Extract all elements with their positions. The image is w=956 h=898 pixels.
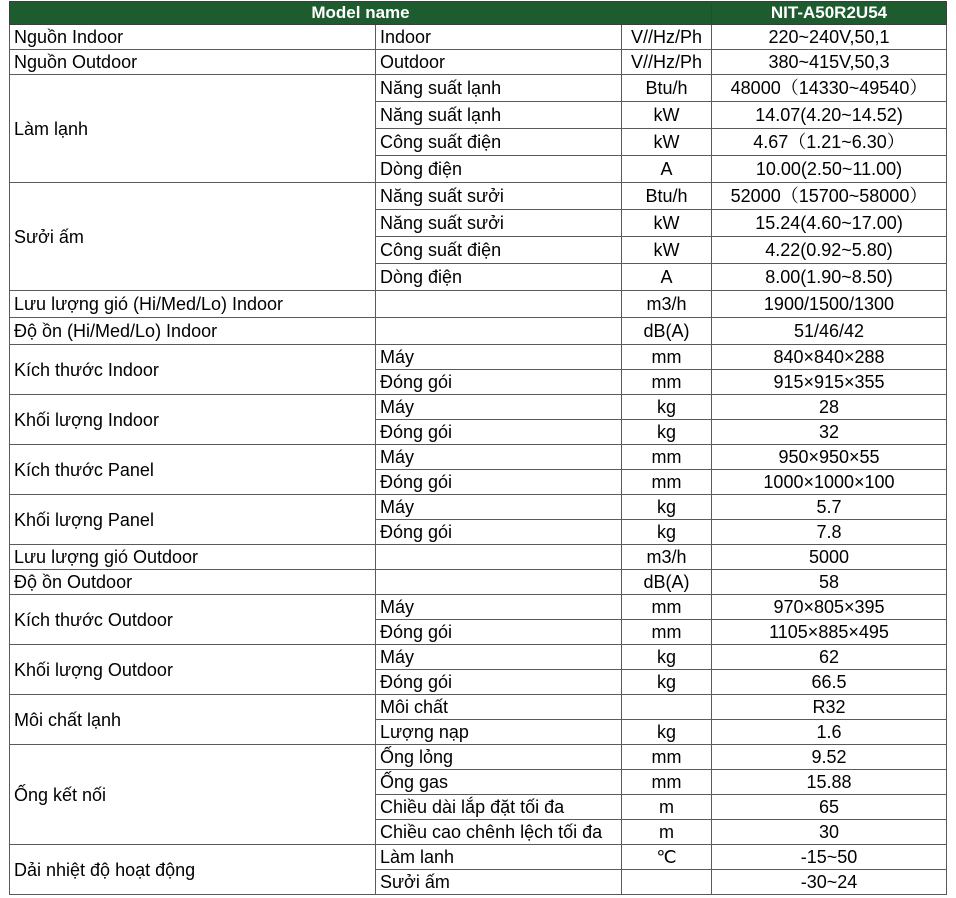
group-label: Kích thước Panel bbox=[10, 445, 376, 495]
row-label: Nguồn Outdoor bbox=[10, 50, 376, 75]
row-label: Độ ồn Outdoor bbox=[10, 570, 376, 595]
row-sub: Năng suất lạnh bbox=[376, 75, 622, 102]
row-unit: kg bbox=[622, 720, 712, 745]
row-unit bbox=[622, 695, 712, 720]
row-sub: Đóng gói bbox=[376, 520, 622, 545]
row-value: 7.8 bbox=[712, 520, 947, 545]
row-unit: mm bbox=[622, 345, 712, 370]
row-value: 1000×1000×100 bbox=[712, 470, 947, 495]
row-unit: Btu/h bbox=[622, 183, 712, 210]
group-label: Ống kết nối bbox=[10, 745, 376, 845]
row-unit: ℃ bbox=[622, 845, 712, 870]
row-label: Nguồn Indoor bbox=[10, 25, 376, 50]
row-label: Độ ồn (Hi/Med/Lo) Indoor bbox=[10, 318, 376, 345]
row-unit: mm bbox=[622, 770, 712, 795]
row-sub: Máy bbox=[376, 445, 622, 470]
row-unit: mm bbox=[622, 595, 712, 620]
row-value: 51/46/42 bbox=[712, 318, 947, 345]
row-sub: Chiều cao chênh lệch tối đa bbox=[376, 820, 622, 845]
row-value: 1105×885×495 bbox=[712, 620, 947, 645]
row-unit: kW bbox=[622, 129, 712, 156]
row-value: -15~50 bbox=[712, 845, 947, 870]
row-sub: Công suất điện bbox=[376, 237, 622, 264]
row-unit: V//Hz/Ph bbox=[622, 25, 712, 50]
row-unit: A bbox=[622, 156, 712, 183]
row-unit: kg bbox=[622, 670, 712, 695]
row-value: 220~240V,50,1 bbox=[712, 25, 947, 50]
row-unit: kg bbox=[622, 395, 712, 420]
row-value: -30~24 bbox=[712, 870, 947, 895]
row-sub: Năng suất sưởi bbox=[376, 183, 622, 210]
row-sub: Dòng điện bbox=[376, 264, 622, 291]
group-label: Làm lạnh bbox=[10, 75, 376, 183]
table-header-row bbox=[10, 2, 947, 25]
row-value: 48000（14330~49540） bbox=[712, 75, 947, 102]
table-row bbox=[10, 318, 947, 345]
table-row bbox=[10, 25, 947, 50]
row-unit: mm bbox=[622, 470, 712, 495]
row-sub: Đóng gói bbox=[376, 670, 622, 695]
row-unit: Btu/h bbox=[622, 75, 712, 102]
table-row bbox=[10, 595, 947, 620]
row-sub: Ống gas bbox=[376, 770, 622, 795]
table-row bbox=[10, 695, 947, 720]
row-value: 970×805×395 bbox=[712, 595, 947, 620]
row-unit: kg bbox=[622, 520, 712, 545]
row-sub: Ống lỏng bbox=[376, 745, 622, 770]
row-unit: V//Hz/Ph bbox=[622, 50, 712, 75]
table-row bbox=[10, 395, 947, 420]
row-value: 32 bbox=[712, 420, 947, 445]
group-label: Khối lượng Outdoor bbox=[10, 645, 376, 695]
row-value: 15.88 bbox=[712, 770, 947, 795]
row-value: 1.6 bbox=[712, 720, 947, 745]
row-unit: m bbox=[622, 795, 712, 820]
row-sub: Máy bbox=[376, 645, 622, 670]
row-value: 52000（15700~58000） bbox=[712, 183, 947, 210]
row-value: 28 bbox=[712, 395, 947, 420]
row-value: R32 bbox=[712, 695, 947, 720]
row-unit: A bbox=[622, 264, 712, 291]
row-value: 380~415V,50,3 bbox=[712, 50, 947, 75]
row-unit: kW bbox=[622, 102, 712, 129]
row-sub: Chiều dài lắp đặt tối đa bbox=[376, 795, 622, 820]
row-value: 15.24(4.60~17.00) bbox=[712, 210, 947, 237]
header-model-name: Model name bbox=[10, 2, 712, 25]
table-row bbox=[10, 50, 947, 75]
row-sub: Đóng gói bbox=[376, 470, 622, 495]
row-sub bbox=[376, 545, 622, 570]
row-value: 915×915×355 bbox=[712, 370, 947, 395]
row-label: Lưu lượng gió (Hi/Med/Lo) Indoor bbox=[10, 291, 376, 318]
table-row bbox=[10, 645, 947, 670]
row-value: 9.52 bbox=[712, 745, 947, 770]
row-sub: Đóng gói bbox=[376, 370, 622, 395]
row-unit: m3/h bbox=[622, 291, 712, 318]
row-value: 14.07(4.20~14.52) bbox=[712, 102, 947, 129]
row-unit bbox=[622, 870, 712, 895]
row-unit: kW bbox=[622, 210, 712, 237]
row-unit: m3/h bbox=[622, 545, 712, 570]
row-unit: m bbox=[622, 820, 712, 845]
row-sub: Đóng gói bbox=[376, 620, 622, 645]
header-model-code: NIT-A50R2U54 bbox=[712, 2, 947, 25]
table-row bbox=[10, 845, 947, 870]
row-value: 5000 bbox=[712, 545, 947, 570]
table-row bbox=[10, 545, 947, 570]
row-value: 58 bbox=[712, 570, 947, 595]
row-value: 840×840×288 bbox=[712, 345, 947, 370]
table-row bbox=[10, 345, 947, 370]
spec-table bbox=[9, 1, 947, 895]
row-sub: Làm lanh bbox=[376, 845, 622, 870]
row-sub: Sưởi ấm bbox=[376, 870, 622, 895]
row-value: 4.22(0.92~5.80) bbox=[712, 237, 947, 264]
row-sub: Máy bbox=[376, 395, 622, 420]
row-value: 30 bbox=[712, 820, 947, 845]
row-sub bbox=[376, 291, 622, 318]
row-sub: Máy bbox=[376, 345, 622, 370]
row-unit: mm bbox=[622, 445, 712, 470]
row-sub bbox=[376, 570, 622, 595]
row-sub: Indoor bbox=[376, 25, 622, 50]
row-unit: mm bbox=[622, 620, 712, 645]
row-value: 65 bbox=[712, 795, 947, 820]
row-sub: Dòng điện bbox=[376, 156, 622, 183]
row-unit: dB(A) bbox=[622, 318, 712, 345]
row-label: Lưu lượng gió Outdoor bbox=[10, 545, 376, 570]
group-label: Kích thước Indoor bbox=[10, 345, 376, 395]
row-value: 66.5 bbox=[712, 670, 947, 695]
table-row bbox=[10, 570, 947, 595]
row-sub: Năng suất sưởi bbox=[376, 210, 622, 237]
row-value: 62 bbox=[712, 645, 947, 670]
row-sub: Máy bbox=[376, 595, 622, 620]
row-unit: mm bbox=[622, 370, 712, 395]
group-label: Môi chất lạnh bbox=[10, 695, 376, 745]
row-sub: Công suất điện bbox=[376, 129, 622, 156]
table-row bbox=[10, 495, 947, 520]
row-value: 1900/1500/1300 bbox=[712, 291, 947, 318]
row-sub bbox=[376, 318, 622, 345]
group-label: Khối lượng Panel bbox=[10, 495, 376, 545]
group-label: Sưởi ấm bbox=[10, 183, 376, 291]
row-unit: kg bbox=[622, 645, 712, 670]
row-value: 4.67（1.21~6.30） bbox=[712, 129, 947, 156]
row-value: 10.00(2.50~11.00) bbox=[712, 156, 947, 183]
row-unit: kg bbox=[622, 495, 712, 520]
row-unit: mm bbox=[622, 745, 712, 770]
table-row bbox=[10, 75, 947, 102]
row-sub: Đóng gói bbox=[376, 420, 622, 445]
row-sub: Năng suất lạnh bbox=[376, 102, 622, 129]
row-value: 5.7 bbox=[712, 495, 947, 520]
row-sub: Máy bbox=[376, 495, 622, 520]
row-sub: Lượng nạp bbox=[376, 720, 622, 745]
row-value: 950×950×55 bbox=[712, 445, 947, 470]
group-label: Kích thước Outdoor bbox=[10, 595, 376, 645]
row-value: 8.00(1.90~8.50) bbox=[712, 264, 947, 291]
group-label: Dải nhiệt độ hoạt động bbox=[10, 845, 376, 895]
table-row bbox=[10, 183, 947, 210]
row-unit: kW bbox=[622, 237, 712, 264]
group-label: Khối lượng Indoor bbox=[10, 395, 376, 445]
table-row bbox=[10, 445, 947, 470]
table-row bbox=[10, 745, 947, 770]
row-unit: kg bbox=[622, 420, 712, 445]
row-sub: Môi chất bbox=[376, 695, 622, 720]
row-sub: Outdoor bbox=[376, 50, 622, 75]
table-row bbox=[10, 291, 947, 318]
row-unit: dB(A) bbox=[622, 570, 712, 595]
